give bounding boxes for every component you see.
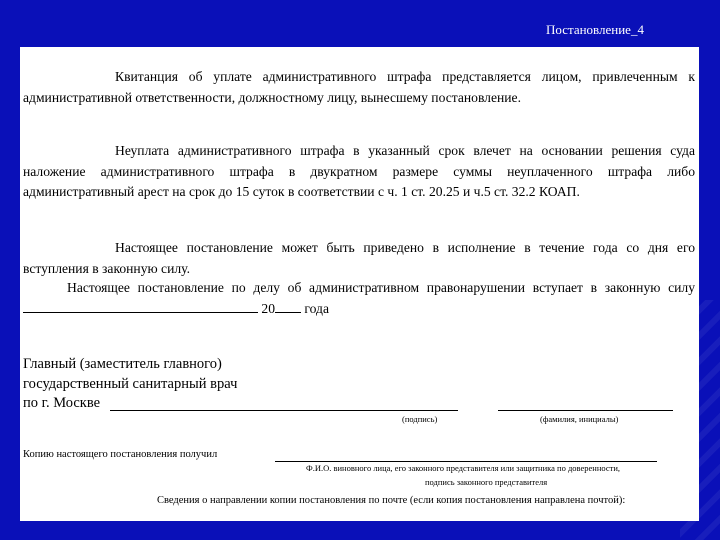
signature-title-line1: Главный (заместитель главного)	[23, 356, 222, 372]
paragraph-entry-into-force	[23, 278, 695, 319]
signature-title-line2: государственный санитарный врач	[23, 376, 238, 392]
caption-signature: (подпись)	[402, 414, 438, 424]
slide-title: Постановление_4	[546, 22, 644, 37]
name-line	[498, 410, 673, 411]
document-sheet	[20, 47, 699, 521]
copy-recipient-line	[275, 461, 657, 462]
copy-caption-line2: подпись законного представителя	[425, 477, 548, 487]
caption-name: (фамилия, инициалы)	[540, 414, 619, 424]
copy-caption-line1: Ф.И.О. виновного лица, его законного представителя или защитника по доверенности,	[306, 463, 621, 473]
entry-into-force-text: Настоящее постановление по делу об административном правонарушении вступает в законную силу	[67, 280, 695, 295]
signature-line	[110, 410, 458, 411]
paragraph-execution-term: Настоящее постановление может быть приведено в исполнение в течение года со дня его вступления в законную силу.	[23, 240, 695, 276]
entry-year-blank	[275, 300, 301, 313]
entry-year-suffix: года	[304, 300, 329, 316]
copy-received-label: Копию настоящего постановления получил	[23, 449, 218, 460]
entry-date-blank	[23, 300, 258, 313]
entry-year-prefix: 20	[261, 300, 275, 316]
signature-title-line3: по г. Москве	[23, 395, 101, 411]
paragraph-nonpayment: Неуплата административного штрафа в указанный срок влечет на основании решения суда наложение административного штрафа в двукратном размере суммы неуплаченного штрафа либо административный арест на срок до 15 суток в соответствии с ч. 1 ст. 20.25 и ч.5 ст. 32.2 КОАП.	[23, 143, 695, 199]
mail-delivery-note: Сведения о направлении копии постановления по почте (если копия постановления направлена почтой):	[157, 495, 626, 506]
paragraph-receipt: Квитанция об уплате административного штрафа представляется лицом, привлеченным к административной ответственности, должностному лицу, вынесшему постановление.	[23, 69, 695, 105]
